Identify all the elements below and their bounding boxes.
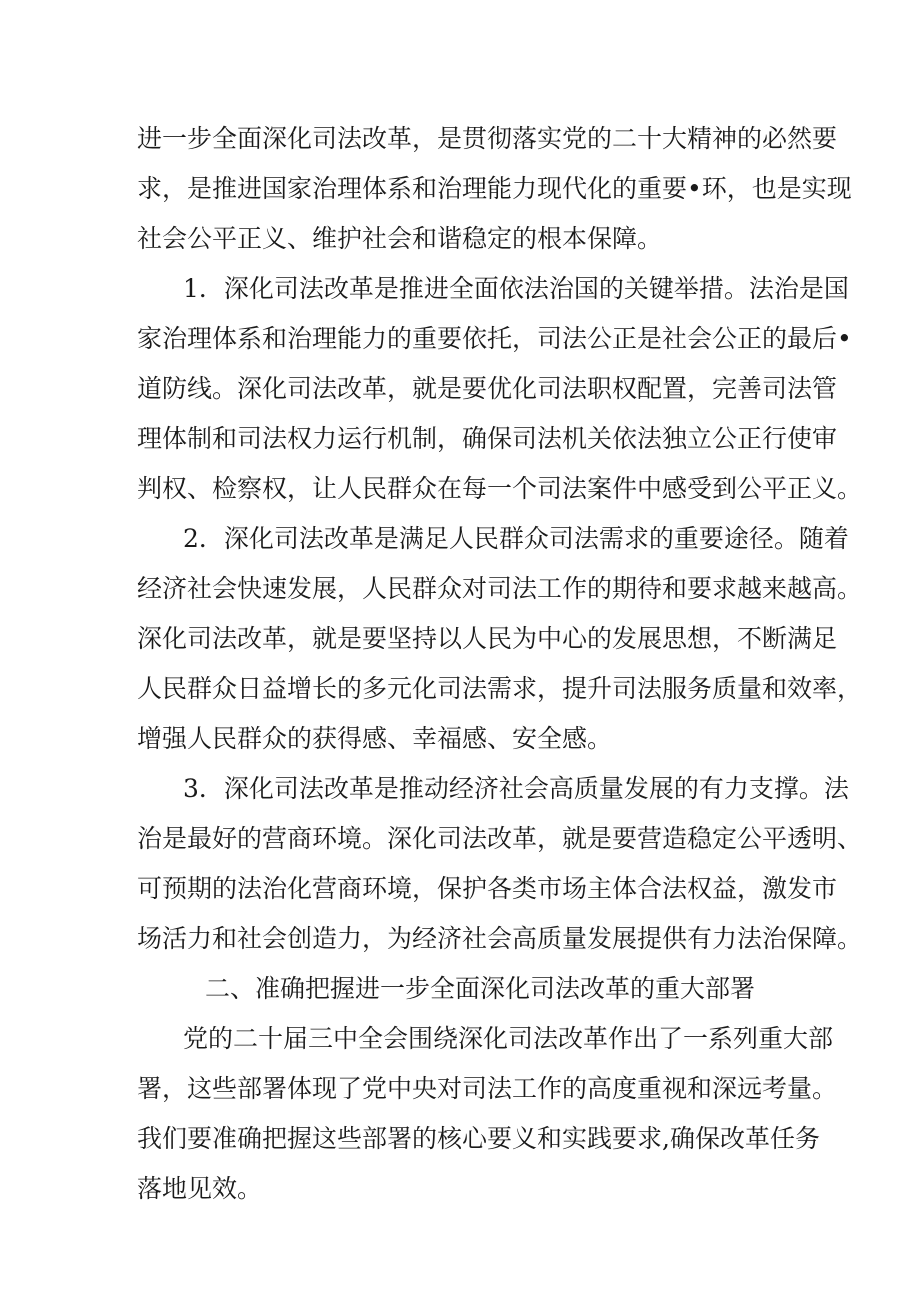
paragraph-3-line-3: 深化司法改革，就是要坚持以人民为中心的发展思想，不断满足 xyxy=(137,624,838,653)
paragraph-3-line-2: 经济社会快速发展，人民群众对司法工作的期待和要求越来越高。 xyxy=(137,574,863,603)
paragraph-1-line-3: 社会公平正义、维护社会和谐稳定的根本保障。 xyxy=(137,224,663,253)
paragraph-2-line-1: 1．深化司法改革是推进全面依法治国的关键举措。法治是国 xyxy=(183,274,849,303)
paragraph-1-line-2: 求，是推进国家治理体系和治理能力现代化的重要•环，也是实现 xyxy=(137,174,852,203)
document-body xyxy=(137,114,863,1214)
paragraph-2-line-2: 家治理体系和治理能力的重要依托，司法公正是社会公正的最后• xyxy=(137,324,852,353)
section-heading: 二、准确把握进一步全面深化司法改革的重大部署 xyxy=(205,974,756,1003)
paragraph-2-line-5: 判权、检察权，让人民群众在每一个司法案件中感受到公平正义。 xyxy=(137,474,863,503)
paragraph-6-line-2: 署，这些部署体现了党中央对司法工作的高度重视和深远考量。 xyxy=(137,1074,838,1103)
paragraph-4-line-2: 治是最好的营商环境。深化司法改革，就是要营造稳定公平透明、 xyxy=(137,824,863,853)
paragraph-3-line-1: 2．深化司法改革是满足人民群众司法需求的重要途径。随着 xyxy=(183,524,849,553)
paragraph-3-line-4: 人民群众日益增长的多元化司法需求，提升司法服务质量和效率， xyxy=(137,674,863,703)
paragraph-3-line-5: 增强人民群众的获得感、幸福感、安全感。 xyxy=(137,724,613,753)
paragraph-1-line-1: 进一步全面深化司法改革，是贯彻落实党的二十大精神的必然要 xyxy=(137,124,838,153)
paragraph-4-line-1: 3．深化司法改革是推动经济社会高质量发展的有力支撑。法 xyxy=(183,774,849,803)
paragraph-6-line-1: 党的二十届三中全会围绕深化司法改革作出了一系列重大部 xyxy=(183,1024,834,1053)
paragraph-4-line-4: 场活力和社会创造力，为经济社会高质量发展提供有力法治保障。 xyxy=(137,924,863,953)
paragraph-4-line-3: 可预期的法治化营商环境，保护各类市场主体合法权益，激发市 xyxy=(137,874,838,903)
paragraph-6-line-4: 落地见效。 xyxy=(137,1174,263,1203)
paragraph-2-line-4: 理体制和司法权力运行机制，确保司法机关依法独立公正行使审 xyxy=(137,424,838,453)
paragraph-6-line-3: 我们要准确把握这些部署的核心要义和实践要求,确保改革任务 xyxy=(137,1124,820,1153)
paragraph-2-line-3: 道防线。深化司法改革，就是要优化司法职权配置，完善司法管 xyxy=(137,374,838,403)
